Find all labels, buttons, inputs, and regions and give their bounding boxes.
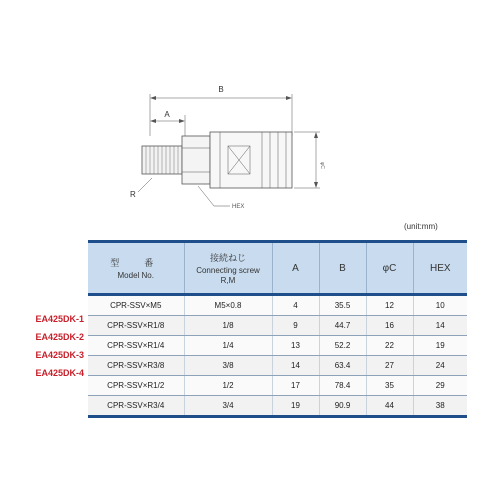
header-screw-en: Connecting screw: [196, 266, 260, 275]
dimension-a-label: A: [164, 110, 170, 119]
product-code: EA425DK-4: [35, 368, 84, 378]
table-row: [88, 396, 467, 417]
table-row: [88, 316, 467, 336]
product-code: EA425DK-2: [35, 332, 84, 342]
hex-label: HEX: [232, 204, 245, 210]
model-cell: CPR-SSV×M5: [88, 295, 184, 316]
header-b: B: [319, 242, 366, 295]
b-cell: 35.5: [319, 295, 366, 316]
a-cell: 13: [272, 336, 319, 356]
hex-cell: 29: [413, 376, 467, 396]
c-cell: 44: [366, 396, 413, 417]
spec-table: [88, 240, 467, 418]
a-cell: 14: [272, 356, 319, 376]
screw-cell: 1/4: [184, 336, 272, 356]
screw-cell: 3/4: [184, 396, 272, 417]
c-cell: 27: [366, 356, 413, 376]
b-cell: 52.2: [319, 336, 366, 356]
header-c: φC: [366, 242, 413, 295]
product-code-column: [26, 310, 84, 382]
c-cell: 16: [366, 316, 413, 336]
c-cell: 12: [366, 295, 413, 316]
hex-cell: 14: [413, 316, 467, 336]
c-cell: 35: [366, 376, 413, 396]
model-cell: CPR-SSV×R3/8: [88, 356, 184, 376]
coupler-drawing: [0, 0, 500, 220]
hex-cell: 10: [413, 295, 467, 316]
model-cell: CPR-SSV×R1/8: [88, 316, 184, 336]
b-cell: 44.7: [319, 316, 366, 336]
product-code: EA425DK-1: [35, 314, 84, 324]
c-cell: 22: [366, 336, 413, 356]
a-cell: 9: [272, 316, 319, 336]
b-cell: 90.9: [319, 396, 366, 417]
header-a: A: [272, 242, 319, 295]
model-cell: CPR-SSV×R3/4: [88, 396, 184, 417]
b-cell: 63.4: [319, 356, 366, 376]
header-screw-jp: 接続ねじ: [209, 253, 246, 263]
header-row: [88, 242, 467, 295]
model-cell: CPR-SSV×R1/4: [88, 336, 184, 356]
screw-cell: 3/8: [184, 356, 272, 376]
a-cell: 19: [272, 396, 319, 417]
screw-cell: 1/2: [184, 376, 272, 396]
dimension-c-label: φC: [319, 162, 325, 169]
hex-cell: 38: [413, 396, 467, 417]
b-cell: 78.4: [319, 376, 366, 396]
table-row: [88, 356, 467, 376]
table-row: [88, 295, 467, 316]
hex-cell: 19: [413, 336, 467, 356]
header-screw-sub: R,M: [220, 276, 236, 285]
dimension-b-label: B: [218, 85, 224, 94]
table-row: [88, 336, 467, 356]
a-cell: 4: [272, 295, 319, 316]
product-code: EA425DK-3: [35, 350, 84, 360]
header-model: [88, 242, 184, 295]
screw-cell: M5×0.8: [184, 295, 272, 316]
hex-cell: 24: [413, 356, 467, 376]
header-model-jp: 型 番: [110, 258, 162, 268]
model-cell: CPR-SSV×R1/2: [88, 376, 184, 396]
header-hex: HEX: [413, 242, 467, 295]
screw-cell: 1/8: [184, 316, 272, 336]
dimension-r-label: R: [130, 190, 136, 199]
a-cell: 17: [272, 376, 319, 396]
header-screw: [184, 242, 272, 295]
header-model-en: Model No.: [117, 271, 154, 280]
unit-label: (unit:mm): [404, 222, 438, 231]
table-row: [88, 376, 467, 396]
